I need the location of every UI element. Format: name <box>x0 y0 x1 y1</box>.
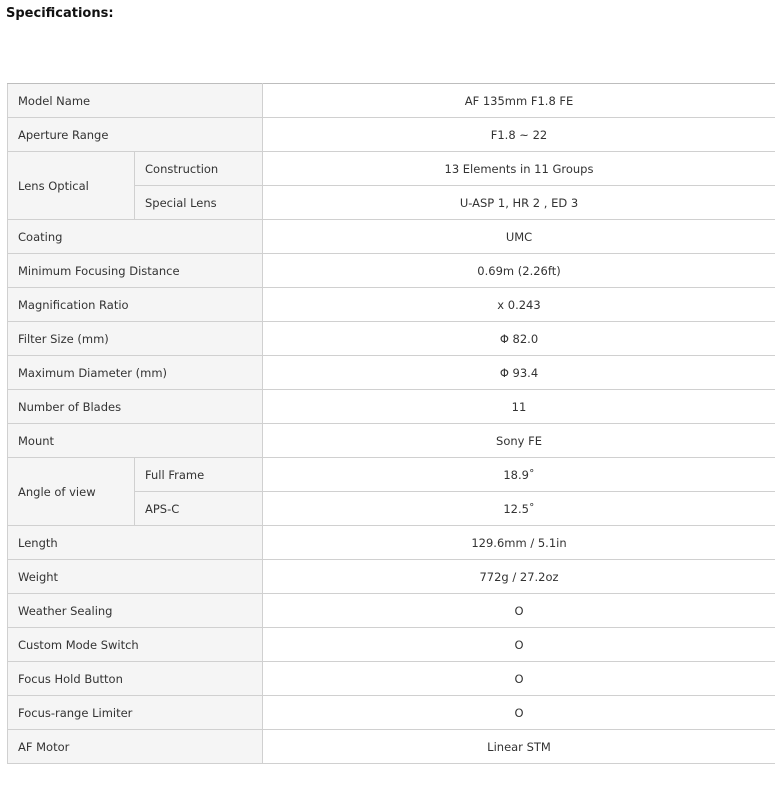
spec-group-label: Angle of view <box>8 458 135 526</box>
spec-value: 772g / 27.2oz <box>263 560 775 594</box>
spec-label: Aperture Range <box>8 118 263 152</box>
spec-sublabel: Construction <box>135 152 263 186</box>
spec-row-coating <box>8 220 775 254</box>
spec-label: AF Motor <box>8 730 263 764</box>
spec-row-custom-mode-switch <box>8 628 775 662</box>
spec-value: 129.6mm / 5.1in <box>263 526 775 560</box>
spec-row-model-name <box>8 84 775 118</box>
spec-row-filter-size <box>8 322 775 356</box>
spec-value: 11 <box>263 390 775 424</box>
spec-value: O <box>263 594 775 628</box>
spec-value: Linear STM <box>263 730 775 764</box>
spec-value: O <box>263 662 775 696</box>
spec-row-weather-sealing <box>8 594 775 628</box>
spec-row-focus-hold-button <box>8 662 775 696</box>
spec-row-magnification <box>8 288 775 322</box>
specifications-heading: Specifications: <box>6 6 114 21</box>
spec-row-aperture-range <box>8 118 775 152</box>
spec-value: AF 135mm F1.8 FE <box>263 84 775 118</box>
spec-value: O <box>263 696 775 730</box>
spec-row-focus-range-limiter <box>8 696 775 730</box>
spec-value: 0.69m (2.26ft) <box>263 254 775 288</box>
spec-row-angle-full-frame <box>8 458 775 492</box>
spec-value: x 0.243 <box>263 288 775 322</box>
spec-label: Length <box>8 526 263 560</box>
spec-value: 13 Elements in 11 Groups <box>263 152 775 186</box>
spec-label: Number of Blades <box>8 390 263 424</box>
spec-label: Focus-range Limiter <box>8 696 263 730</box>
specifications-table <box>7 83 775 764</box>
spec-group-label: Lens Optical <box>8 152 135 220</box>
spec-label: Magnification Ratio <box>8 288 263 322</box>
spec-label: Maximum Diameter (mm) <box>8 356 263 390</box>
spec-label: Focus Hold Button <box>8 662 263 696</box>
spec-value: U-ASP 1, HR 2 , ED 3 <box>263 186 775 220</box>
spec-row-max-diameter <box>8 356 775 390</box>
spec-row-mount <box>8 424 775 458</box>
spec-row-lens-construction <box>8 152 775 186</box>
spec-label: Weight <box>8 560 263 594</box>
spec-row-blades <box>8 390 775 424</box>
spec-label: Weather Sealing <box>8 594 263 628</box>
spec-sublabel: Full Frame <box>135 458 263 492</box>
spec-sublabel: Special Lens <box>135 186 263 220</box>
spec-value: Sony FE <box>263 424 775 458</box>
spec-label: Mount <box>8 424 263 458</box>
spec-value: Φ 82.0 <box>263 322 775 356</box>
spec-label: Coating <box>8 220 263 254</box>
spec-row-af-motor <box>8 730 775 764</box>
spec-label: Filter Size (mm) <box>8 322 263 356</box>
spec-value: F1.8 ~ 22 <box>263 118 775 152</box>
spec-label: Custom Mode Switch <box>8 628 263 662</box>
spec-sublabel: APS-C <box>135 492 263 526</box>
spec-value: 18.9˚ <box>263 458 775 492</box>
spec-row-min-focus <box>8 254 775 288</box>
spec-label: Model Name <box>8 84 263 118</box>
spec-value: O <box>263 628 775 662</box>
spec-value: 12.5˚ <box>263 492 775 526</box>
spec-row-length <box>8 526 775 560</box>
spec-row-weight <box>8 560 775 594</box>
spec-label: Minimum Focusing Distance <box>8 254 263 288</box>
spec-value: UMC <box>263 220 775 254</box>
spec-value: Φ 93.4 <box>263 356 775 390</box>
